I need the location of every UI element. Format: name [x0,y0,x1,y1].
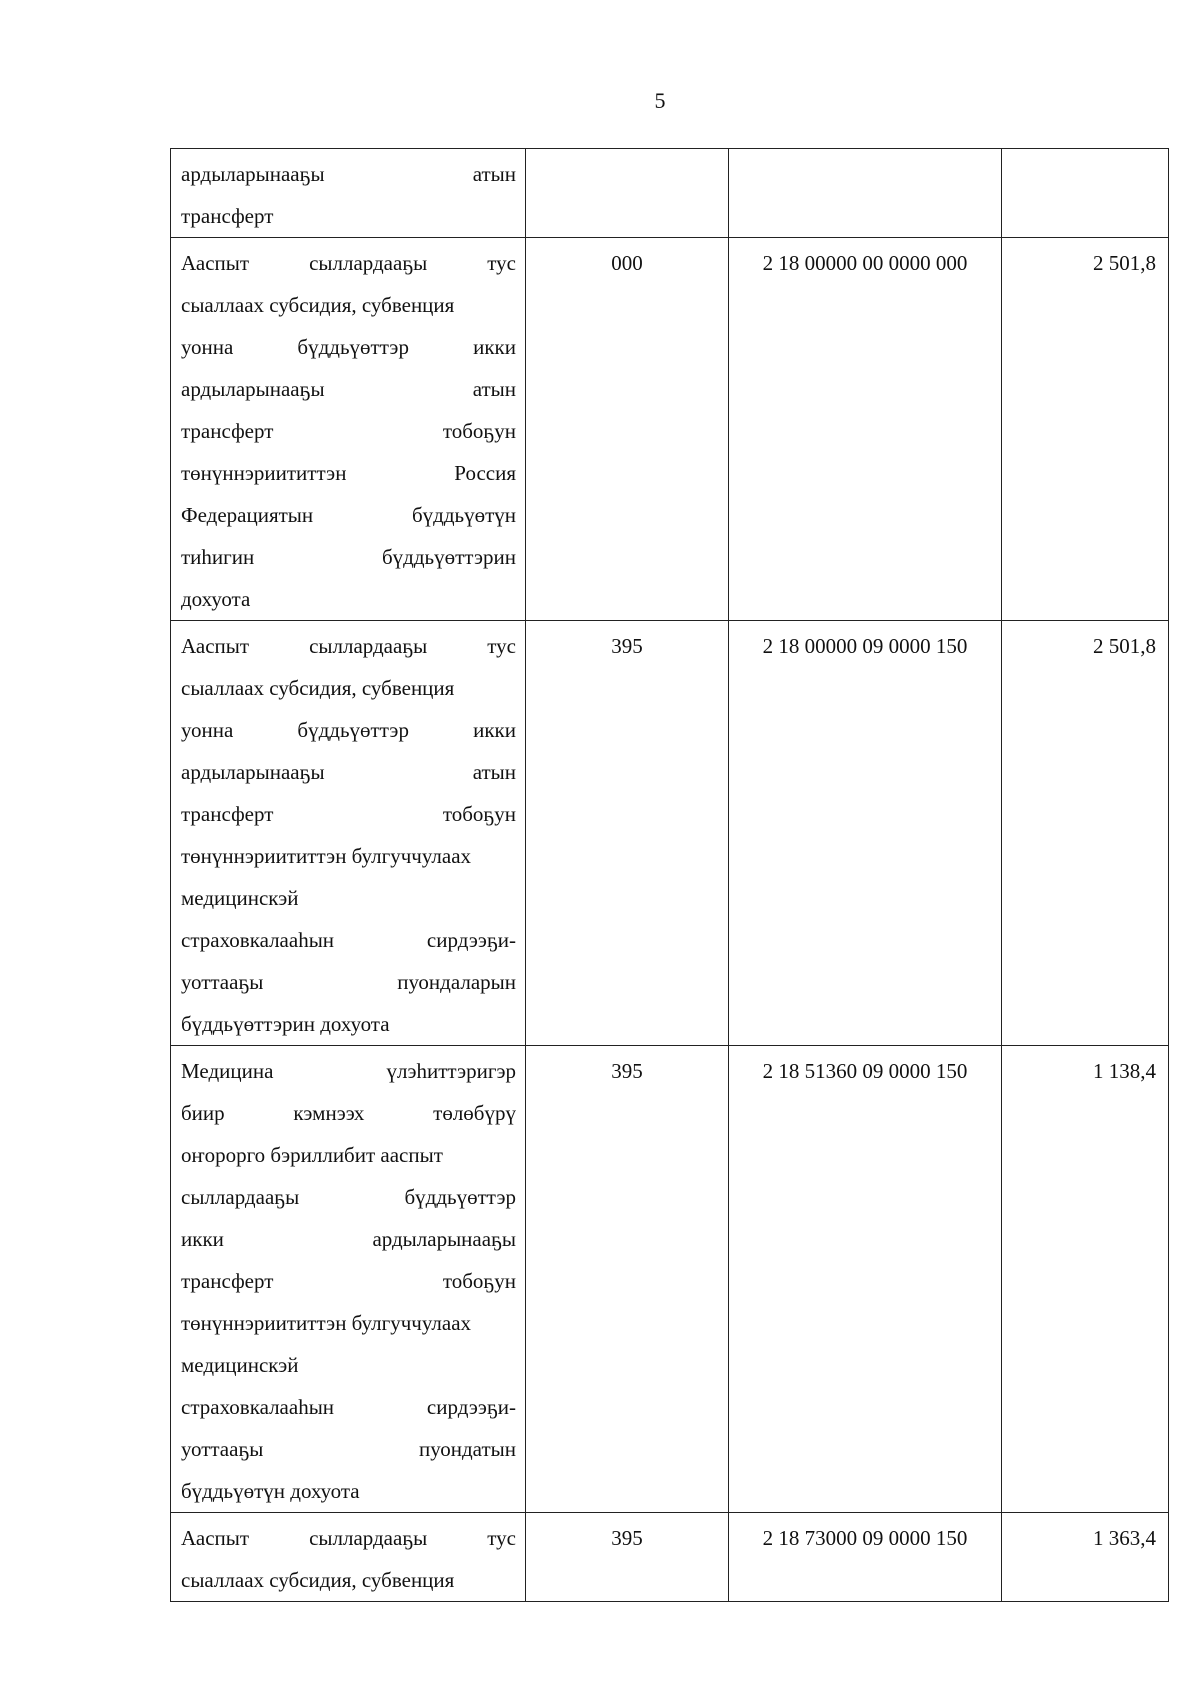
description-line [181,494,516,536]
description-word: ардыларынааҕы [181,162,325,186]
table-row [171,1046,1169,1513]
description-word: Ааспыт [181,251,250,275]
description-word: трансферт [181,419,274,443]
description-line [181,1559,516,1601]
description-word: ардыларынааҕы [372,1227,516,1251]
row-budget-code: 2 18 73000 09 0000 150 [729,1513,1002,1602]
row-admin-code: 000 [526,238,729,621]
description-line [181,284,516,326]
description-word: төнүннэриититтэн [181,461,347,485]
description-line [181,1428,516,1470]
description-word: сыаллаах субсидия, субвенция [181,1568,455,1592]
description-word: тобоҕун [442,802,516,826]
description-line [181,410,516,452]
description-word: икки [181,1227,224,1251]
row-amount: 2 501,8 [1002,621,1169,1046]
description-word: трансферт [181,204,274,228]
description-line [181,153,516,195]
description-line [181,751,516,793]
description-word: пуондаларын [397,970,516,994]
description-word: сыллардааҕы [309,1526,428,1550]
description-word: бүддьүөттэр [297,718,409,742]
row-amount: 2 501,8 [1002,238,1169,621]
description-word: төнүннэриититтэн булгуччулаах [181,844,472,868]
description-line [181,1344,516,1386]
description-word: ардыларынааҕы [181,377,325,401]
row-admin-code: 395 [526,621,729,1046]
description-word: страховкалааһын [181,928,335,952]
description-line [181,1003,516,1045]
budget-table [170,148,1169,1602]
description-line [181,1386,516,1428]
description-word: бүддьүөтүн дохуота [181,1479,360,1503]
description-word: бүддьүөттэр [297,335,409,359]
description-line [181,709,516,751]
description-line [181,877,516,919]
description-line [181,667,516,709]
row-description [171,621,526,1046]
description-word: тобоҕун [442,419,516,443]
description-word: тус [487,251,516,275]
description-word: бүддьүөттэрин дохуота [181,1012,390,1036]
description-line [181,242,516,284]
description-line [181,625,516,667]
description-word: бүддьүөттэрин [382,545,516,569]
description-word: Ааспыт [181,634,250,658]
description-word: оҥорорго бэриллибит ааспыт [181,1143,443,1167]
description-line [181,452,516,494]
description-line [181,835,516,877]
description-line [181,1134,516,1176]
description-word: сыаллаах субсидия, субвенция [181,676,455,700]
row-description [171,1513,526,1602]
row-description [171,238,526,621]
description-line [181,1260,516,1302]
table-row [171,149,1169,238]
description-word: атын [472,377,516,401]
description-line [181,793,516,835]
row-admin-code: 395 [526,1046,729,1513]
table-body [171,149,1169,1602]
description-word: тиһигин [181,545,255,569]
page-number: 5 [654,88,666,113]
description-line [181,368,516,410]
row-amount [1002,149,1169,238]
description-line [181,326,516,368]
description-word: төлөбүрү [433,1101,516,1125]
description-word: уоттааҕы [181,970,264,994]
description-word: Медицина [181,1059,274,1083]
description-word: сыаллаах субсидия, субвенция [181,293,455,317]
table-row [171,1513,1169,1602]
description-word: кэмнээх [293,1101,365,1125]
description-line [181,195,516,237]
description-word: Россия [454,461,516,485]
description-word: Федерациятын [181,503,314,527]
table-row [171,238,1169,621]
description-word: бүддьүөтүн [411,503,516,527]
description-word: тус [487,1526,516,1550]
table-row [171,621,1169,1046]
description-word: икки [473,335,516,359]
description-word: атын [472,760,516,784]
description-word: төнүннэриититтэн булгуччулаах [181,1311,472,1335]
description-word: тобоҕун [442,1269,516,1293]
description-word: Ааспыт [181,1526,250,1550]
description-word: трансферт [181,1269,274,1293]
row-amount: 1 363,4 [1002,1513,1169,1602]
description-word: биир [181,1101,225,1125]
description-word: уонна [181,335,234,359]
description-word: страховкалааһын [181,1395,335,1419]
description-line [181,1092,516,1134]
description-word: тус [487,634,516,658]
description-word: медицинскэй [181,1353,299,1377]
description-line [181,1218,516,1260]
description-line [181,919,516,961]
description-line [181,961,516,1003]
description-word: бүддьүөттэр [404,1185,516,1209]
description-word: ардыларынааҕы [181,760,325,784]
description-line [181,1050,516,1092]
description-word: сирдээҕи- [426,1395,516,1419]
description-word: сыллардааҕы [309,251,428,275]
row-description [171,1046,526,1513]
description-word: уонна [181,718,234,742]
description-line [181,578,516,620]
row-amount: 1 138,4 [1002,1046,1169,1513]
description-word: икки [473,718,516,742]
row-budget-code: 2 18 51360 09 0000 150 [729,1046,1002,1513]
row-description [171,149,526,238]
description-line [181,1470,516,1512]
description-line [181,1302,516,1344]
description-word: пуондатын [419,1437,516,1461]
description-word: трансферт [181,802,274,826]
description-word: медицинскэй [181,886,299,910]
description-word: уоттааҕы [181,1437,264,1461]
row-budget-code: 2 18 00000 00 0000 000 [729,238,1002,621]
row-budget-code [729,149,1002,238]
description-word: сыллардааҕы [309,634,428,658]
row-admin-code: 395 [526,1513,729,1602]
row-budget-code: 2 18 00000 09 0000 150 [729,621,1002,1046]
description-word: сыллардааҕы [181,1185,300,1209]
description-word: сирдээҕи- [426,928,516,952]
description-line [181,1176,516,1218]
row-admin-code [526,149,729,238]
description-word: үлэһиттэригэр [386,1059,516,1083]
description-line [181,1517,516,1559]
description-word: дохуота [181,587,251,611]
description-line [181,536,516,578]
description-word: атын [472,162,516,186]
